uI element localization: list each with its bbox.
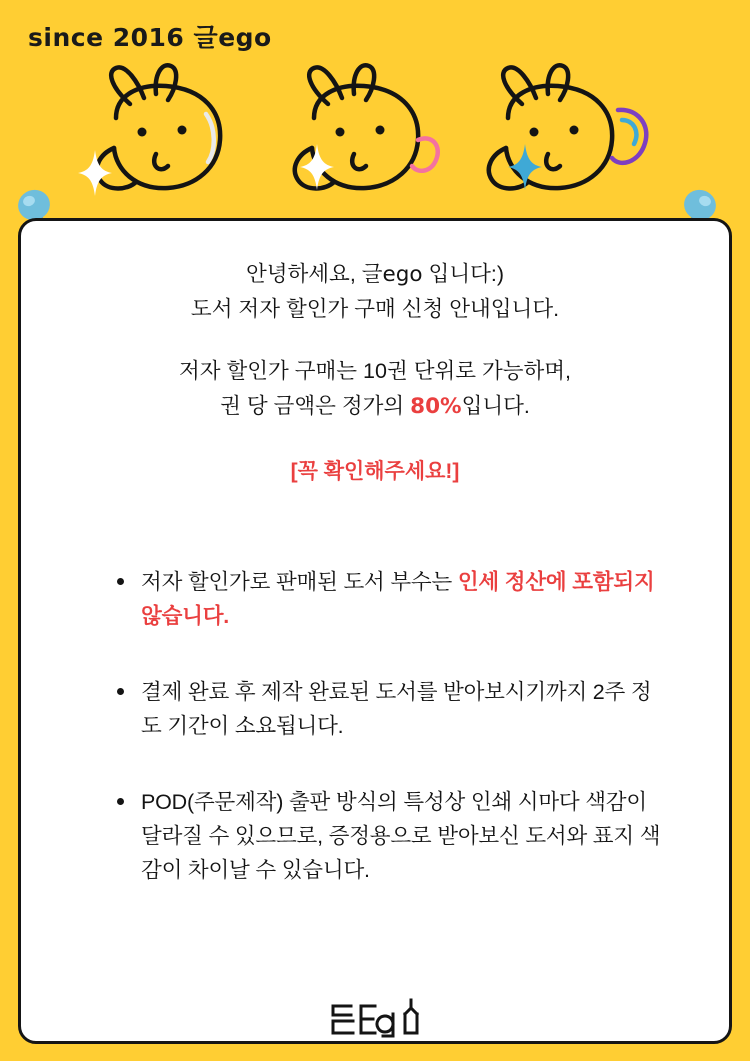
brand-name-en: ego	[218, 23, 272, 52]
list-item	[113, 675, 661, 743]
list-item	[113, 565, 661, 633]
sparkle-icon	[508, 144, 542, 190]
sparkle-icon	[300, 144, 334, 190]
sparkle-icon	[78, 150, 112, 196]
intro-line-4	[21, 389, 729, 424]
footer-logo	[0, 994, 750, 1045]
bunny-icon	[462, 58, 667, 206]
intro-block-2	[21, 354, 729, 424]
list-item	[113, 785, 661, 887]
intro-line-4-suffix: 입니다.	[461, 394, 530, 418]
brand-since-text: since 2016	[28, 23, 185, 52]
intro-line-1-ego: ego	[382, 262, 423, 287]
intro-section	[21, 257, 729, 489]
intro-line-3: 저자 할인가 구매는 10권 단위로 가능하며,	[178, 359, 572, 383]
glego-logo-icon	[329, 994, 421, 1040]
notice-warning-text: [꼭 확인해주세요!]	[290, 460, 460, 483]
intro-line-1	[21, 257, 729, 292]
intro-line-1-suffix: 입니다:)	[422, 262, 504, 286]
intro-line-4-prefix: 권 당 금액은 정가의	[220, 394, 411, 418]
list-item-text: 저자 할인가로 판매된 도서 부수는	[141, 570, 458, 594]
list-item-text: 결제 완료 후 제작 완료된 도서를 받아보시기까지 2주 정도 기간이 소요됩니다.	[141, 680, 652, 738]
discount-rate-highlight: 80%	[410, 394, 462, 419]
list-item-text: POD(주문제작) 출판 방식의 특성상 인쇄 시마다 색감이 달라질 수 있으므로, 증정용으로 받아보신 도서와 표지 색감이 차이날 수 있습니다.	[141, 790, 661, 882]
brand-name-kr: 글	[193, 24, 219, 52]
brand-header	[28, 18, 272, 54]
list-item-highlight: 인세 정산에 포함되지 않습니다.	[141, 570, 655, 628]
notice-card	[18, 218, 732, 1044]
notice-bullet-list	[113, 565, 661, 929]
bunny-icon	[268, 58, 473, 206]
intro-line-2: 도서 저자 할인가 구매 신청 안내입니다.	[190, 297, 560, 321]
bunny-illustration-row	[0, 58, 750, 206]
intro-line-1-prefix: 안녕하세요, 글	[245, 262, 383, 286]
